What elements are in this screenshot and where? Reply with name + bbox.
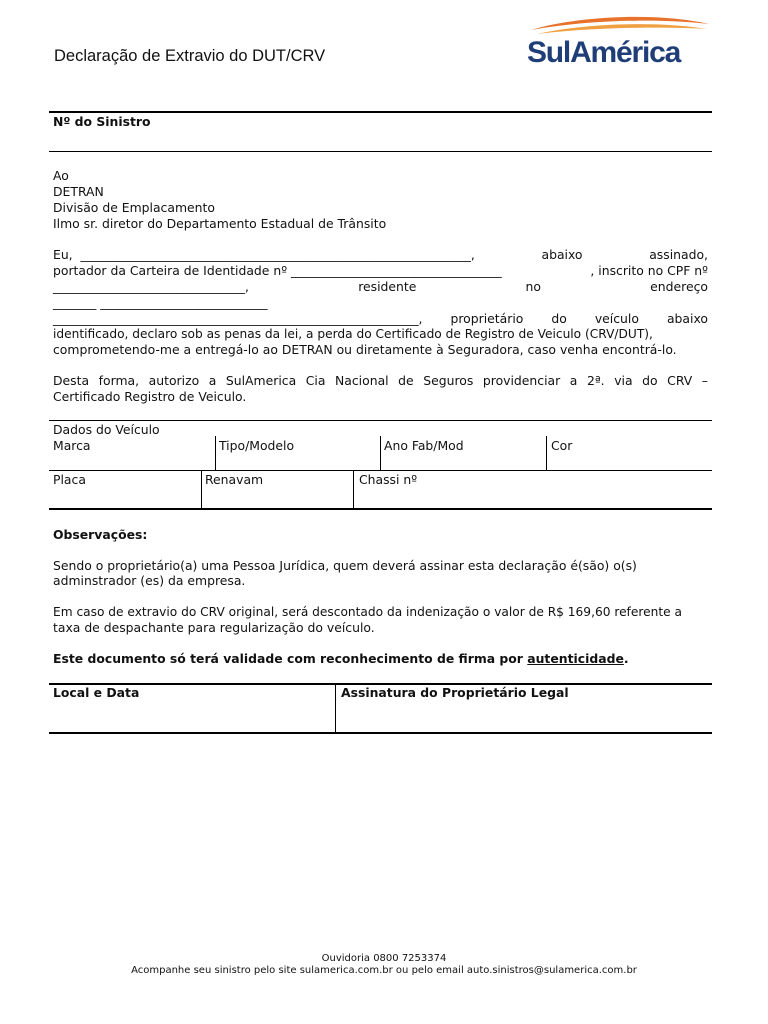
cell-divider bbox=[201, 470, 202, 509]
observacao-1-line-1: Sendo o proprietário(a) uma Pessoa Jurídica, quem deverá assinar esta declaração é(são) o(s) bbox=[53, 558, 637, 573]
authorization-line-2: Certificado Registro de Veiculo. bbox=[53, 389, 247, 404]
validity-underlined: autenticidade bbox=[527, 651, 624, 666]
observacao-1-line-2: adminstrador (es) da empresa. bbox=[53, 573, 246, 588]
address-line-2: DETRAN bbox=[53, 184, 104, 199]
cor-label: Cor bbox=[551, 438, 573, 453]
decl-text: endereço bbox=[650, 279, 708, 294]
footer-contact: Acompanhe seu sinistro pelo site sulamerica.com.br ou pelo email auto.sinistros@sulamerica.com.br bbox=[131, 965, 637, 976]
declaration-line-3 bbox=[53, 279, 708, 295]
declaration-line-5 bbox=[53, 311, 708, 327]
observacao-2-line-1: Em caso de extravio do CRV original, será descontado da indenização o valor de R$ 169,60 referente a bbox=[53, 605, 682, 619]
declaration-line-6: identificado, declaro sob as penas da lei, a perda do Certificado de Registro de Veiculo (CRV/DUT), bbox=[53, 327, 653, 341]
cell-divider bbox=[335, 685, 336, 733]
address-blank[interactable]: _______ ___________________________ bbox=[53, 295, 268, 310]
marca-label: Marca bbox=[53, 438, 91, 453]
declaration-line-7: comprometendo-me a entregá-lo ao DETRAN ou diretamente à Seguradora, caso venha encontrá-lo. bbox=[53, 342, 677, 357]
decl-text: no bbox=[525, 279, 541, 294]
sulamerica-logo bbox=[527, 14, 713, 70]
cell-divider bbox=[215, 436, 216, 471]
rg-blank[interactable]: __________________________________ bbox=[291, 263, 502, 278]
assinatura-label: Assinatura do Proprietário Legal bbox=[341, 685, 569, 700]
decl-text: residente bbox=[358, 279, 417, 294]
cell-divider bbox=[546, 436, 547, 471]
decl-text: abaixo bbox=[666, 311, 708, 326]
address-blank-2[interactable]: ___________________________________________________________, bbox=[53, 311, 423, 326]
placa-label: Placa bbox=[53, 472, 86, 487]
validity-period: . bbox=[623, 651, 629, 666]
address-line-4: Ilmo sr. diretor do Departamento Estadual de Trânsito bbox=[53, 216, 387, 231]
cpf-blank[interactable]: _______________________________, bbox=[53, 279, 249, 294]
validity-note bbox=[53, 651, 708, 667]
declaration-line-1 bbox=[53, 247, 708, 263]
decl-text: do bbox=[551, 311, 567, 326]
document-title: Declaração de Extravio do DUT/CRV bbox=[54, 47, 326, 65]
renavam-label: Renavam bbox=[205, 472, 264, 487]
decl-text: assinado, bbox=[649, 247, 708, 262]
local-data-label: Local e Data bbox=[53, 685, 140, 700]
signature-table-bottom-rule bbox=[49, 732, 712, 734]
address-line-1: Ao bbox=[53, 168, 69, 183]
chassi-label: Chassi nº bbox=[359, 472, 418, 487]
decl-text: Eu, bbox=[53, 247, 73, 262]
decl-text: abaixo bbox=[541, 247, 583, 262]
tipo-modelo-label: Tipo/Modelo bbox=[219, 438, 295, 453]
authorization-line-1: Desta forma, autorizo a SulAmerica Cia Nacional de Seguros providenciar a 2ª. via do CRV – bbox=[53, 373, 708, 388]
vehicle-table-mid-rule bbox=[49, 470, 712, 471]
address-line-3: Divisão de Emplacamento bbox=[53, 200, 215, 215]
vehicle-table-top-rule bbox=[49, 420, 712, 421]
declaration-line-2 bbox=[53, 263, 708, 279]
logo-swoosh-icon bbox=[527, 14, 713, 38]
footer-ouvidoria: Ouvidoria 0800 7253374 bbox=[321, 953, 447, 964]
name-blank[interactable]: _______________________________________________________________ bbox=[80, 247, 471, 262]
ano-fab-label: Ano Fab/Mod bbox=[384, 438, 464, 453]
vehicle-data-header: Dados do Veículo bbox=[53, 422, 160, 437]
decl-text: , inscrito no CPF nº bbox=[590, 263, 708, 278]
top-rule bbox=[49, 111, 712, 113]
logo-text: SulAmérica bbox=[527, 36, 681, 69]
decl-text: portador da Carteira de Identidade nº bbox=[53, 263, 288, 278]
cell-divider bbox=[380, 436, 381, 471]
sinistro-rule bbox=[49, 151, 712, 152]
observacao-2-line-2: taxa de despachante para regularização do veículo. bbox=[53, 620, 375, 635]
sinistro-label: Nº do Sinistro bbox=[53, 114, 151, 129]
cell-divider bbox=[353, 470, 354, 509]
validity-text: Este documento só terá validade com reconhecimento de firma por bbox=[53, 651, 523, 666]
vehicle-table-bottom-rule bbox=[49, 508, 712, 510]
decl-text: veículo bbox=[594, 311, 639, 326]
decl-text: , bbox=[470, 247, 475, 262]
decl-text: proprietário bbox=[450, 311, 524, 326]
observacoes-title: Observações: bbox=[53, 527, 148, 542]
